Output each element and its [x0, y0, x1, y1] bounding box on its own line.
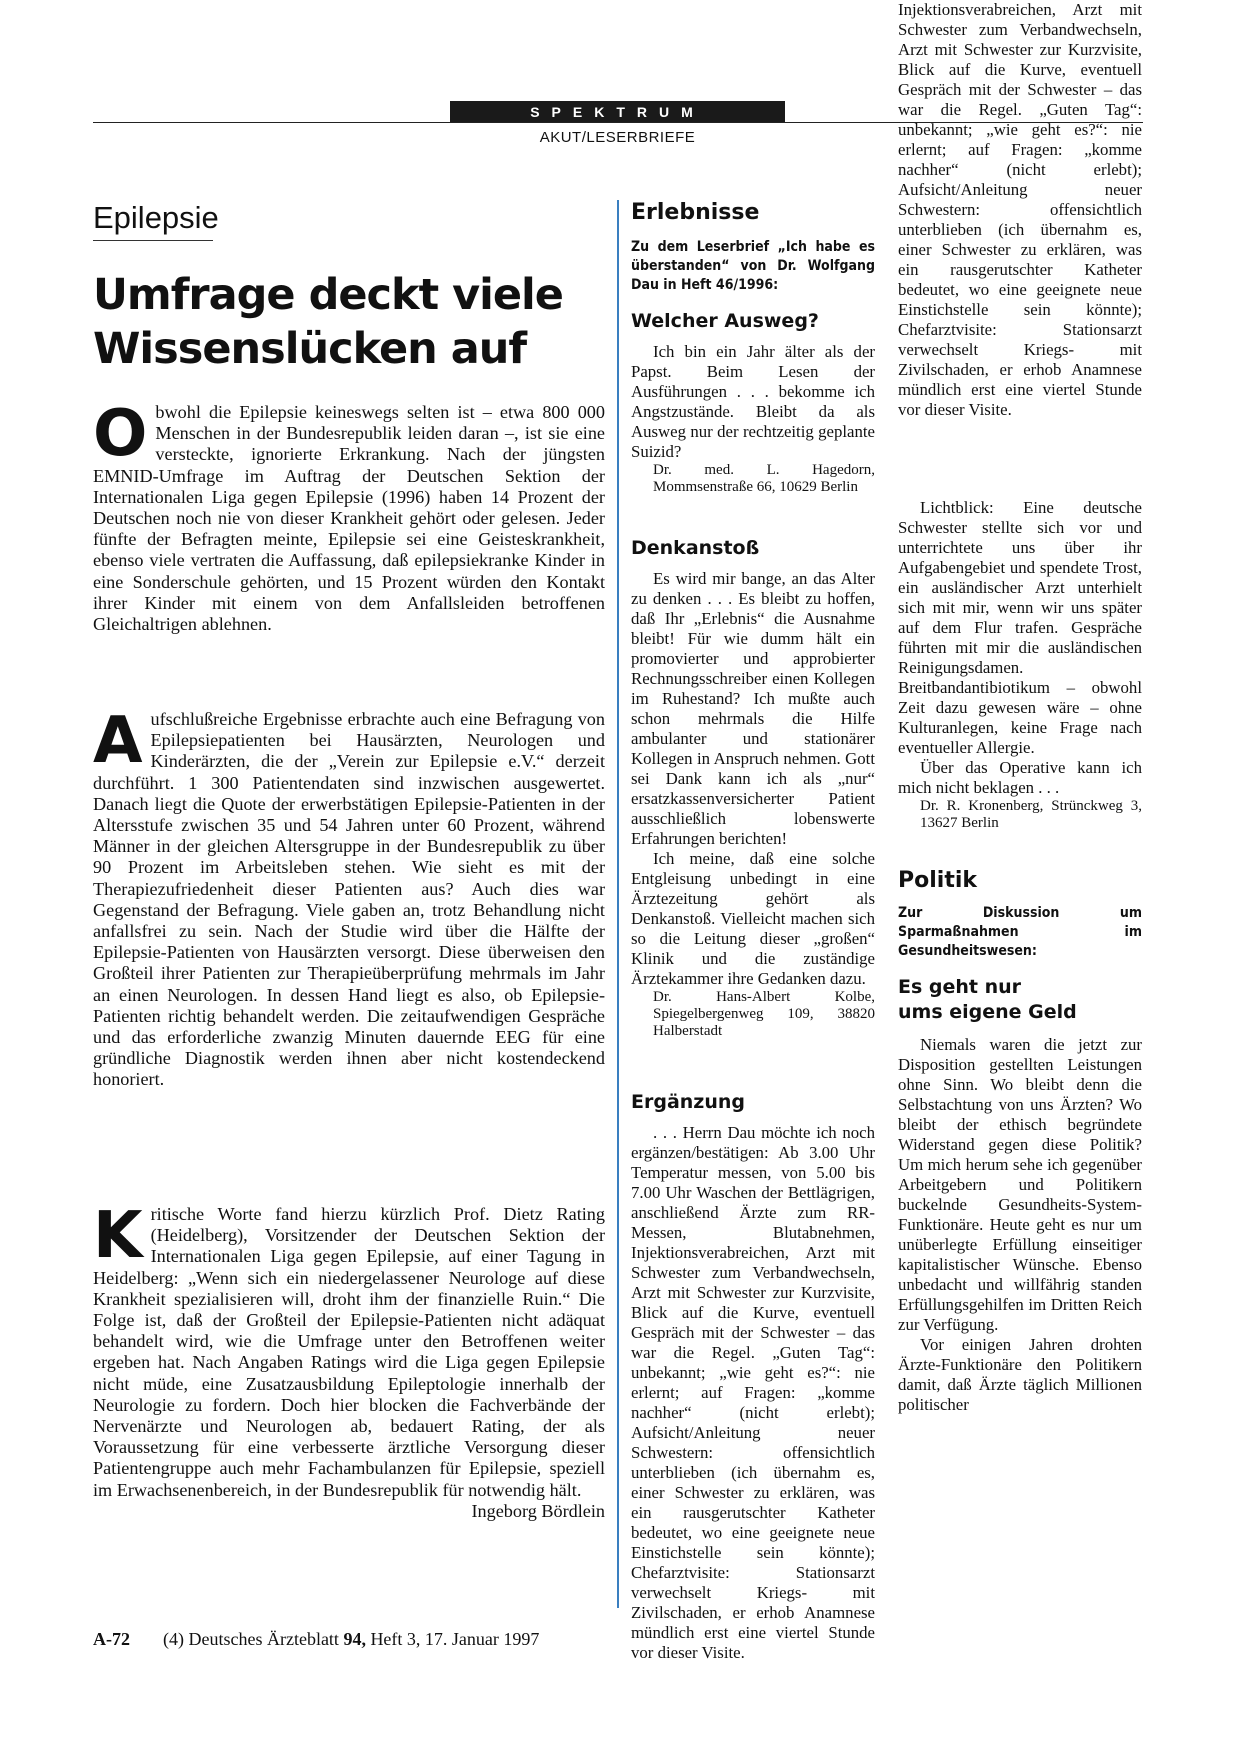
drop-cap: A	[93, 704, 143, 778]
letter-title: Denkanstoß	[631, 537, 760, 559]
letter-title-line: Es geht nur	[898, 976, 1022, 998]
letter-title: Welcher Ausweg?	[631, 310, 819, 332]
letter-signature: Dr. R. Kronenberg, Strünckweg 3, 13627 Berlin	[920, 798, 1142, 831]
letter-title: Ergänzung	[631, 1091, 746, 1113]
section-banner: SPEKTRUM	[450, 101, 785, 123]
letter-title-line: ums eigene Geld	[898, 1001, 1077, 1023]
citation-issue: Heft 3, 17. Januar 1997	[370, 1629, 540, 1649]
letter-text: Ich meine, daß eine solche Entgleisung unbedingt in eine Ärztezeitung gehört als Denkanstoß. Vielleicht machen sich so die Leitung dieser „großen“ Klinik und die zuständige Ärztekammer ihre Gedanken dazu.	[631, 849, 875, 988]
paragraph-text: ritische Worte fand hierzu kürzlich Prof. Dietz Rating (Heidelberg), Vorsitzender der Deutschen Sektion der Internationalen Liga gegen Epilepsie, auf einer Tagung in Heidelberg: „Wenn sich ein niedergelassener Neurologe auf diese Krankheit spezialisieren will, droht ihm der finanzielle Ruin.“ Die Folge ist, daß der Großteil der Epilepsie-Patienten nicht adäquat behandelt wird, wie die Umfrage unter den Betroffenen weiter ergeben hat. Nach Angaben Ratings wird die Liga gegen Epilepsie nicht müde, eine Zusatzausbildung Epileptologie innerhalb der Neurologie zu fordern. Doch hier blocken die Fachverbände der Nervenärzte und Neurologen ab, bedauert Rating, der als Voraussetzung für eine verbesserte ärztliche Versorgung dieser Patientengruppe auch mehr Fachambulanzen für Epilepsie, speziell im Erwachsenenbereich, in der Bundesrepublik für notwendig hält.	[93, 1204, 605, 1500]
letter-text: Lichtblick: Eine deutsche Schwester stellte sich vor und unterrichtete uns über ihr Aufgabengebiet und spendete Trost, ein ausländischer Arzt unterhielt sich mit mir, wenn wir uns später auf dem Flur trafen. Gespräche führten mit mir die ausländischen Reinigungsdamen. Breitbandantibiotikum – obwohl Zeit dazu gewesen wäre – ohne Kulturanlegen, keine Frage nach eventueller Allergie.	[898, 498, 1142, 757]
article-kicker: Epilepsie	[93, 200, 219, 235]
kicker-underline	[93, 240, 213, 241]
letter-title	[898, 975, 1142, 1025]
letter-signature: Dr. med. L. Hagedorn, Mommsenstraße 66, 10629 Berlin	[653, 462, 875, 495]
letter-text: Über das Operative kann ich mich nicht beklagen . . .	[898, 758, 1142, 797]
section-title: Erlebnisse	[631, 200, 760, 225]
column-divider	[617, 200, 619, 1608]
citation-journal: (4) Deutsches Ärzteblatt	[163, 1629, 339, 1649]
section-intro: Zu dem Leserbrief „Ich habe es überstanden“ von Dr. Wolfgang Dau in Heft 46/1996:	[631, 239, 875, 293]
citation-volume: 94,	[343, 1629, 366, 1649]
letter-text: . . . Herrn Dau möchte ich noch ergänzen/bestätigen: Ab 3.00 Uhr Temperatur messen, von 5.00 bis 7.00 Uhr Waschen der Bettlägrigen, anschließend Ärzte zum RR-Messen, Blutabnehmen, Injektionsverabreichen, Arzt mit Schwester zum Verbandwechseln, Arzt mit Schwester zur Kurzvisite, Blick auf die Kurve, eventuell Gespräch mit der Schwester – das war die Regel. „Guten Tag“: unbekannt; „wie geht es?“: nie erlernt; auf Fragen: „komme nachher“ (nicht erlebt); Aufsicht/Anleitung neuer Schwestern: offensichtlich unterblieben (ich übernahm es, einer Schwester zu erklären, was ein rausgerutschter Katheter bedeutet, wo eine geeignete neue Einstichstelle sein könnte); Chefarztvisite: Stationsarzt verwechselt Kriegs- mit Zivilschaden, er erhob Anamnese mündlich erst eine viertel Stunde vor dieser Visite.	[631, 1123, 875, 1662]
drop-cap: O	[93, 397, 148, 471]
letter-text: Injektionsverabreichen, Arzt mit Schwester zum Verbandwechseln, Arzt mit Schwester zur Kurzvisite, Blick auf die Kurve, eventuell Gespräch mit der Schwester – das war die Regel. „Guten Tag“: unbekannt; „wie geht es?“: nie erlernt; auf Fragen: „komme nachher“ (nicht erlebt); Aufsicht/Anleitung neuer Schwestern: offensichtlich unterblieben (ich übernahm es, einer Schwester zu erklären, was ein rausgerutschter Katheter bedeutet, wo eine geeignete neue Einstichstelle sein könnte); Chefarztvisite: Stationsarzt verwechselt Kriegs- mit Zivilschaden, er erhob Anamnese mündlich erst eine viertel Stunde vor dieser Visite.	[898, 0, 1142, 419]
article-paragraph-3	[93, 1199, 605, 1522]
section-title: Politik	[898, 868, 978, 893]
article-author: Ingeborg Bördlein	[471, 1500, 605, 1521]
letter-text: Ich bin ein Jahr älter als der Papst. Beim Lesen der Ausführungen . . . bekomme ich Angstzustände. Bleibt da als Ausweg nur der rechtzeitig geplante Suizid?	[631, 342, 875, 461]
letter-continuation	[898, 0, 1142, 498]
headline-line: Umfrage deckt viele	[93, 270, 563, 320]
paragraph-text: ufschlußreiche Ergebnisse erbrachte auch eine Befragung von Epilepsiepatienten bei Hausärzten, Neurologen und Kinderärzten, die der „Verein zur Epilepsie e.V.“ derzeit durchführt. 1 300 Patientendaten sind inzwischen ausgewertet. Danach liegt die Quote der erwerbstätigen Epilepsie-Patienten in der Altersstufe zwischen 35 und 54 Jahren unter 60 Prozent, während Männer in der gleichen Altersgruppe in der Bundesrepublik zu über 90 Prozent im Arbeitsleben stehen. Wie sieht es mit der Therapiezufriedenheit dieser Patienten aus? Auch dies war Gegenstand der Befragung. Viele gaben an, trotz Behandlung nicht anfallsfrei zu sein. Nach der Studie wird über die Hälfte der Epilepsie-Patienten von Hausärzten versorgt. Diese überweisen den Großteil ihrer Patienten zur Therapieüberprüfung mehrmals im Jahr an einen Neurologen. In dessen Hand liegt es also, ob Epilepsie-Patienten richtig behandelt werden. Die zeitaufwendigen Gespräche und das erforderliche zwanzig Minuten dauernde EEG für eine gründliche Diagnostik werden ihnen aber nicht kostendeckend honoriert.	[93, 709, 605, 1090]
letters-column-2	[631, 200, 875, 1662]
drop-cap: K	[93, 1199, 143, 1273]
letter-signature: Dr. Hans-Albert Kolbe, Spiegelbergenweg 109, 38820 Halberstadt	[653, 989, 875, 1039]
subsection-label: AKUT/LESERBRIEFE	[539, 129, 696, 146]
paragraph-text: bwohl die Epilepsie keineswegs selten ist – etwa 800 000 Menschen in der Bundesrepublik leiden daran –, ist sie eine versteckte, ignorierte Erkrankung. Nach der jüngsten EMNID-Umfrage im Auftrag der Deutschen Sektion der Internationalen Liga gegen Epilepsie (1996) haben 14 Prozent der Deutschen noch nie von dieser Krankheit gehört oder gelesen. Jeder fünfte der Befragten meinte, Epilepsie sei eine Geisteskrankheit, ebenso viele vertraten die Auffassung, daß epilepsiekranke Kinder in eine Sonderschule gehörten, und 15 Prozent würden den Kontakt ihrer Kinder mit einem von dem Anfallsleiden betroffenen Gleichaltrigen ablehnen.	[93, 402, 605, 635]
article-paragraph-1	[93, 397, 605, 635]
page-number: A-72	[93, 1629, 130, 1649]
headline-line: Wissenslücken auf	[93, 324, 527, 374]
page-footer	[93, 1629, 539, 1650]
article-paragraph-2	[93, 704, 605, 1091]
letters-column-3	[898, 0, 1142, 1415]
section-intro: Zur Diskussion um Sparmaßnahmen im Gesundheitswesen:	[898, 905, 1142, 959]
letter-text: Niemals waren die jetzt zur Disposition gestellten Leistungen ohne Sinn. Wo bleibt denn die Selbstachtung von uns Ärzten? Wo bleibt der ethisch begründete Widerstand gegen diese Politik? Um mich herum sehe ich gegenüber Arbeitgebern und Politikern buckelnde Gesundheits-System-Funktionäre. Heute geht es nur um unüberlegte Erfüllung einseitiger kapitalistischer Wünsche. Ebenso unbedacht und willfährig standen Erfüllungsgehilfen im Dritten Reich zur Verfügung.	[898, 1035, 1142, 1334]
article-headline	[93, 268, 633, 376]
letter-text: Vor einigen Jahren drohten Ärzte-Funktionäre den Politikern damit, daß Ärzte täglich Millionen politischer	[898, 1335, 1142, 1414]
letter-text: Es wird mir bange, an das Alter zu denken . . . Es bleibt zu hoffen, daß Ihr „Erlebnis“ die Ausnahme bleibt! Für wie dumm hält ein promovierter und approbierter Rechnungsschreiber einen Kollegen im Ruhestand? Ich mußte auch schon mehrmals die Hilfe ambulanter und stationärer Kollegen in Anspruch nehmen. Gott sei Dank kann ich als „nur“ ersatzkassenversicherter Patient ausschließlich lobenswerte Erfahrungen berichten!	[631, 569, 875, 848]
